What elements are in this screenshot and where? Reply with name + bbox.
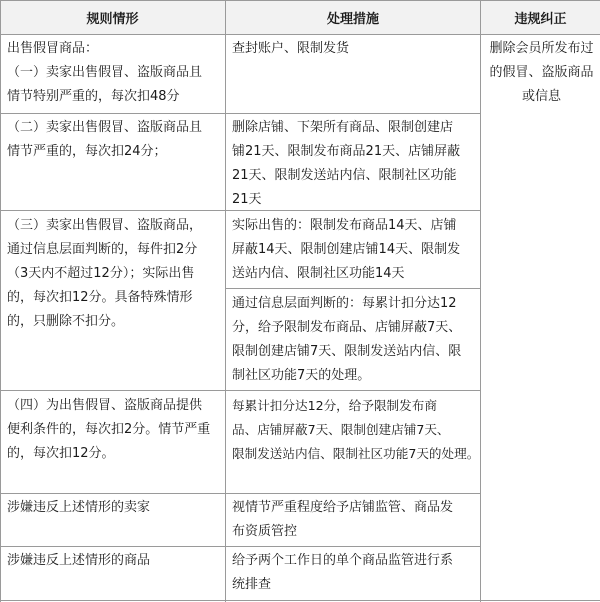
rule-cell: （三）卖家出售假冒、盗版商品， 通过信息层面判断的，每件扣2分 （3天内不超过12分）；实际出售 的，每次扣12分。具备特殊情形 的，只删除不扣分。 xyxy=(7,218,203,329)
measure-cell: 每累计扣分达12分，给予限制发布商 品、店铺屏蔽7天、限制创建店铺7天、 限制发送站内信、限制社区功能7天的处理。 xyxy=(232,398,480,461)
rule-cell: 涉嫌违反上述情形的商品 xyxy=(7,553,151,568)
header-rule: 规则情形 xyxy=(0,0,225,34)
measure-cell: 视情节严重程度给予店铺监管、商品发 布资质管控 xyxy=(232,500,454,539)
measure-cell: 删除店铺、下架所有商品、限制创建店 铺21天、限制发布商品21天、店铺屏蔽 21天、限制发送站内信、限制社区功能 21天 xyxy=(232,120,461,207)
header-measure: 处理措施 xyxy=(226,0,480,34)
rule-cell: 出售假冒商品： （一）卖家出售假冒、盗版商品且 情节特别严重的，每次扣48分 xyxy=(7,41,203,104)
measure-cell: 通过信息层面判断的：每累计扣分达12 分，给予限制发布商品、店铺屏蔽7天、 限制创建店铺7天、限制发送站内信、限 制社区功能7天的处理。 xyxy=(232,296,462,383)
rule-cell: （四）为出售假冒、盗版商品提供 便利条件的，每次扣2分。情节严重 的，每次扣12分。 xyxy=(7,398,211,461)
header-correction: 违规纠正 xyxy=(481,0,600,34)
measure-cell: 查封账户、限制发货 xyxy=(232,41,350,56)
measure-cell: 给予两个工作日的单个商品监管进行系 统排查 xyxy=(232,553,454,592)
rule-cell: （二）卖家出售假冒、盗版商品且 情节严重的，每次扣24分； xyxy=(7,120,203,159)
correction-cell: 删除会员所发布过 的假冒、盗版商品 或信息 xyxy=(489,41,594,104)
rule-cell: 涉嫌违反上述情形的卖家 xyxy=(7,500,151,515)
measure-cell: 实际出售的：限制发布商品14天、店铺 屏蔽14天、限制创建店铺14天、限制发 送站内信、限制社区功能14天 xyxy=(232,218,461,281)
